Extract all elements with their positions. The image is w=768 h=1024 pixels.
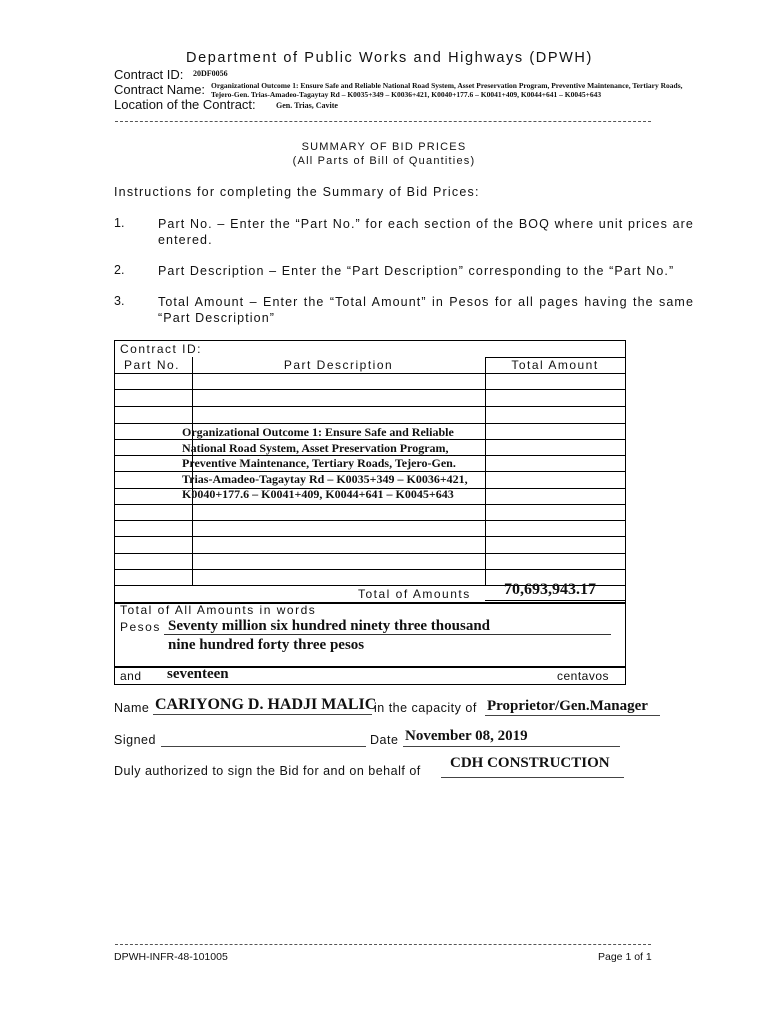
contract-id-label: Contract ID: <box>114 67 184 82</box>
footer-divider <box>115 944 651 945</box>
part-description-line: K0040+177.6 – K0041+409, K0044+641 – K0045+643 <box>182 487 454 501</box>
instruction-item-3 <box>158 294 694 326</box>
instruction-line: “Part Description” <box>158 311 276 325</box>
part-description-line: National Road System, Asset Preservation Program, <box>182 440 449 455</box>
and-label: and <box>120 669 142 683</box>
centavos-label: centavos <box>557 669 610 683</box>
instruction-number: 3. <box>114 294 125 308</box>
table-line <box>485 600 625 601</box>
summary-subtitle: (All Parts of Bill of Quantities) <box>292 155 476 167</box>
instruction-item-1 <box>158 216 694 248</box>
contract-id-value: 20DF0056 <box>193 69 228 78</box>
signatory-capacity: Proprietor/Gen.Manager <box>487 698 648 714</box>
total-amount-value: 70,693,943.17 <box>504 581 596 598</box>
date-label: Date <box>370 733 399 747</box>
part-description-line: Preventive Maintenance, Tertiary Roads, Tejero-Gen. <box>182 456 456 470</box>
company-name: CDH CONSTRUCTION <box>450 755 610 771</box>
instruction-line: entered. <box>158 233 213 247</box>
capacity-label: in the capacity of <box>374 701 477 715</box>
part-description-line: Organizational Outcome 1: Ensure Safe and Reliable <box>182 425 454 439</box>
words-label: Total of All Amounts in words <box>120 603 317 617</box>
table-line <box>114 389 625 390</box>
page-number: Page 1 of 1 <box>598 951 652 963</box>
authorized-label: Duly authorized to sign the Bid for and on behalf of <box>114 764 421 778</box>
part-description-text <box>182 425 468 503</box>
location-label: Location of the Contract: <box>114 97 256 112</box>
table-line <box>114 406 625 407</box>
name-underline <box>153 714 372 715</box>
table-line <box>114 504 625 505</box>
signatory-name: CARIYONG D. HADJI MALIC <box>155 696 377 713</box>
date-value: November 08, 2019 <box>405 728 528 744</box>
date-underline <box>403 746 620 747</box>
part-description-line: Trias-Amadeo-Tagaytay Rd – K0035+349 – K0036+421, <box>182 471 468 486</box>
instructions-heading: Instructions for completing the Summary of Bid Prices: <box>114 185 480 199</box>
instruction-line: Total Amount – Enter the “Total Amount” in Pesos for all pages having the same <box>158 295 694 309</box>
pesos-words-line2: nine hundred forty three pesos <box>168 637 365 653</box>
instruction-line: Part Description – Enter the “Part Description” corresponding to the “Part No.” <box>158 264 675 278</box>
centavos-words: seventeen <box>167 666 229 682</box>
instruction-number: 2. <box>114 263 125 277</box>
table-contract-id-label: Contract ID: <box>120 342 203 356</box>
col-header-part-description: Part Description <box>283 358 394 372</box>
table-line <box>114 423 625 424</box>
instruction-number: 1. <box>114 216 125 230</box>
instruction-item-2 <box>158 263 694 279</box>
signature-line[interactable] <box>161 746 366 747</box>
instruction-line: Part No. – Enter the “Part No.” for each section of the BOQ where unit prices are <box>158 217 694 231</box>
table-line <box>114 520 625 521</box>
col-header-total-amount: Total Amount <box>511 358 599 372</box>
company-underline <box>441 777 624 778</box>
contract-name-line1: Organizational Outcome 1: Ensure Safe and Reliable National Road System, Asset Preservation Program, Preventive Maintenance, Tertiary Roads, <box>211 81 683 90</box>
total-of-amounts-label: Total of Amounts <box>358 587 471 601</box>
table-line <box>114 553 625 554</box>
contract-name-label: Contract Name: <box>114 82 206 97</box>
contract-name-line2: Tejero-Gen. Trias-Amadeo-Tagaytay Rd – K0035+349 – K0036+421, K0040+177.6 – K0041+409, K0044+641 – K0045+643 <box>211 90 602 99</box>
location-value: Gen. Trias, Cavite <box>276 101 338 110</box>
table-line <box>114 569 625 570</box>
table-line <box>114 536 625 537</box>
form-code: DPWH-INFR-48-101005 <box>114 951 228 963</box>
capacity-underline <box>485 715 660 716</box>
table-line <box>114 373 625 374</box>
signed-label: Signed <box>114 733 156 747</box>
header-divider <box>115 121 651 122</box>
pesos-words-line1: Seventy million six hundred ninety three thousand <box>168 618 491 634</box>
name-label: Name <box>114 701 150 715</box>
col-header-part-no: Part No. <box>124 358 181 372</box>
summary-title: SUMMARY OF BID PRICES <box>301 141 467 153</box>
page-title: Department of Public Works and Highways (DPWH) <box>186 50 593 66</box>
pesos-label: Pesos <box>120 620 161 634</box>
